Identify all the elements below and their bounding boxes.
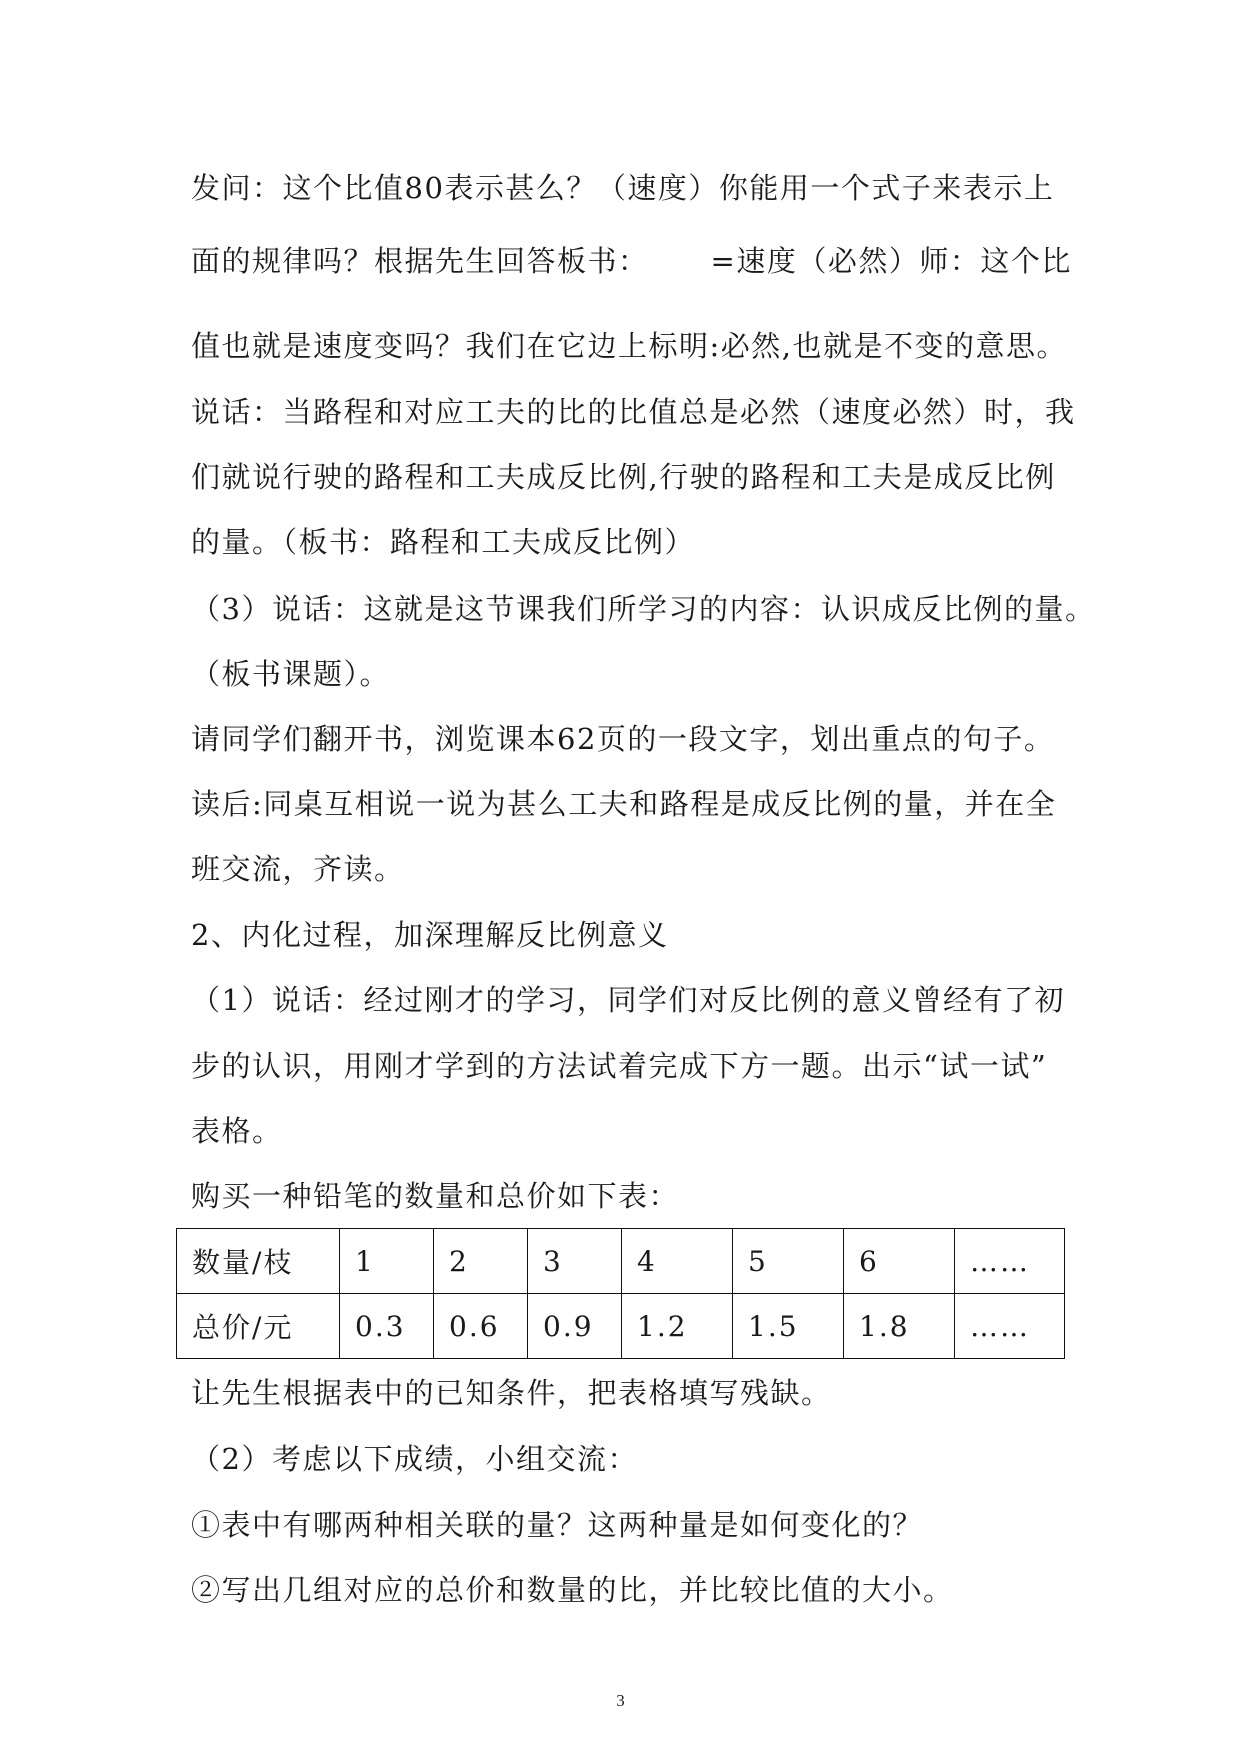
line-p4: 请同学们翻开书，浏览课本62页的一段文字，划出重点的句子。 — [191, 722, 1055, 756]
table-row-quantity — [177, 1229, 1065, 1294]
table-cell: 0.9 — [528, 1294, 622, 1359]
table-cell: …… — [955, 1229, 1065, 1294]
table-cell: 6 — [844, 1229, 955, 1294]
page-number: 3 — [616, 1691, 625, 1710]
table-cell: …… — [955, 1294, 1065, 1359]
table-cell: 1.5 — [733, 1294, 844, 1359]
line-p1a: 发问：这个比值80表示甚么？（速度）你能用一个式子来表示上 — [191, 171, 1055, 205]
line-p7b: 步的认识，用刚才学到的方法试着完成下方一题。出示“试一试” — [191, 1049, 1048, 1083]
table-cell: 总价/元 — [177, 1294, 340, 1359]
line-p9: 让先生根据表中的已知条件，把表格填写残缺。 — [191, 1376, 832, 1410]
table-cell: 数量/枝 — [177, 1229, 340, 1294]
line-p2b: 们就说行驶的路程和工夫成反比例,行驶的路程和工夫是成反比例 — [191, 460, 1056, 494]
line-p2c: 的量。（板书：路程和工夫成反比例） — [191, 525, 696, 559]
line-p1b-post: =速度（必然）师：这个比 — [710, 244, 1072, 278]
line-p10: （2）考虑以下成绩，小组交流： — [191, 1442, 638, 1476]
line-p1c: 值也就是速度变吗？我们在它边上标明:必然,也就是不变的意思。 — [191, 329, 1067, 363]
line-p6: 2、内化过程，加深理解反比例意义 — [191, 918, 669, 952]
line-p5a: 读后:同桌互相说一说为甚么工夫和路程是成反比例的量，并在全 — [191, 787, 1057, 821]
table-cell: 4 — [622, 1229, 733, 1294]
table-cell: 5 — [733, 1229, 844, 1294]
table-cell: 0.3 — [340, 1294, 434, 1359]
line-p7c: 表格。 — [191, 1114, 283, 1148]
pencil-price-table — [176, 1228, 1065, 1359]
line-p1b — [191, 241, 1072, 281]
line-p8: 购买一种铅笔的数量和总价如下表： — [191, 1179, 680, 1213]
table-cell: 1.8 — [844, 1294, 955, 1359]
table-cell: 3 — [528, 1229, 622, 1294]
line-p3b: （板书课题）。 — [191, 657, 391, 691]
table-row-total-price — [177, 1294, 1065, 1359]
line-p11: ①表中有哪两种相关联的量？这两种量是如何变化的？ — [191, 1508, 924, 1542]
table-cell: 2 — [434, 1229, 528, 1294]
line-p5b: 班交流，齐读。 — [191, 852, 405, 886]
line-p1b-pre: 面的规律吗？根据先生回答板书： — [191, 244, 649, 278]
table-cell: 0.6 — [434, 1294, 528, 1359]
line-p12: ②写出几组对应的总价和数量的比，并比较比值的大小。 — [191, 1573, 954, 1607]
table-cell: 1 — [340, 1229, 434, 1294]
line-p3a: （3）说话：这就是这节课我们所学习的内容：认识成反比例的量。 — [191, 592, 1096, 626]
line-p2a: 说话：当路程和对应工夫的比的比值总是必然（速度必然）时，我 — [191, 395, 1076, 429]
line-p7a: （1）说话：经过刚才的学习，同学们对反比例的意义曾经有了初 — [191, 983, 1065, 1017]
table-cell: 1.2 — [622, 1294, 733, 1359]
